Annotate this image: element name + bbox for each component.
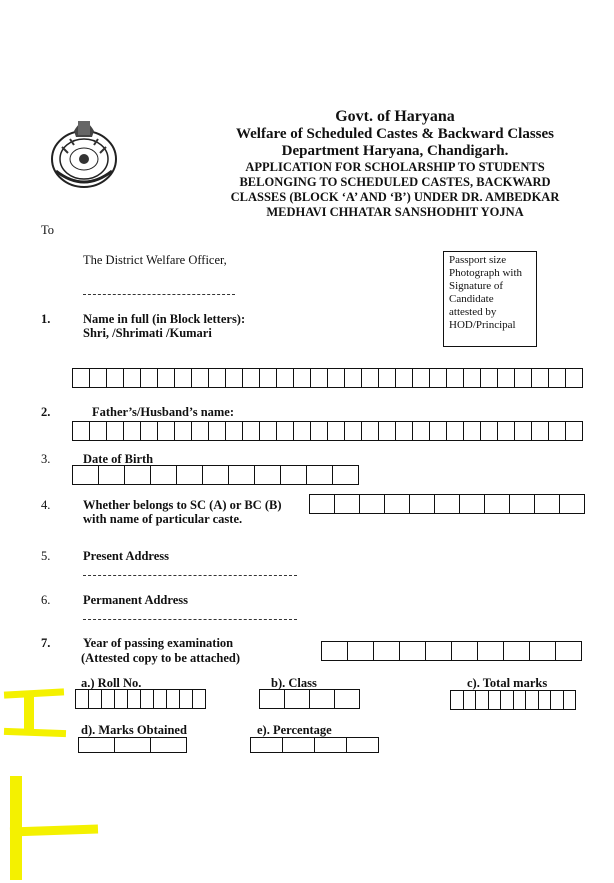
character-box[interactable]	[203, 465, 229, 485]
character-box[interactable]	[124, 368, 141, 388]
present-address-label: Present Address	[83, 549, 169, 563]
application-title-line-3: CLASSES (BLOCK ‘A’ AND ‘B’) UNDER DR. AMBEDKAR	[230, 190, 560, 204]
character-box[interactable]	[348, 641, 374, 661]
roll-no-label: a.) Roll No.	[81, 676, 142, 690]
total-marks-label: c). Total marks	[467, 676, 548, 690]
character-box[interactable]	[277, 421, 294, 441]
character-box[interactable]	[315, 737, 347, 753]
character-box[interactable]	[328, 421, 345, 441]
photo-line: Passport size	[449, 254, 507, 266]
photo-line: Signature of	[449, 280, 504, 292]
character-box[interactable]	[566, 368, 583, 388]
character-box[interactable]	[226, 368, 243, 388]
exam-year-label: Year of passing examination	[83, 636, 234, 650]
character-box[interactable]	[360, 494, 385, 514]
character-box[interactable]	[501, 690, 514, 710]
character-box[interactable]	[551, 690, 564, 710]
character-box[interactable]	[310, 494, 335, 514]
class-label: b). Class	[271, 676, 317, 690]
character-box[interactable]	[347, 737, 379, 753]
character-box[interactable]	[151, 465, 177, 485]
character-box[interactable]	[141, 368, 158, 388]
character-box[interactable]	[566, 421, 583, 441]
character-box[interactable]	[535, 494, 560, 514]
photo-line: HOD/Principal	[449, 319, 516, 331]
character-box[interactable]	[447, 368, 464, 388]
govt-title: Govt. of Haryana	[335, 108, 455, 125]
permanent-address-line[interactable]	[83, 619, 297, 620]
character-box[interactable]	[504, 641, 530, 661]
item-3-number: 3.	[41, 452, 51, 466]
dob-label: Date of Birth	[83, 452, 154, 466]
item-7-number: 7.	[41, 636, 51, 650]
character-box[interactable]	[514, 690, 527, 710]
character-box[interactable]	[192, 368, 209, 388]
character-box[interactable]	[489, 690, 502, 710]
character-box[interactable]	[485, 494, 510, 514]
character-box[interactable]	[498, 368, 515, 388]
dob-boxes[interactable]	[72, 465, 359, 485]
item-6-number: 6.	[41, 593, 51, 607]
character-box[interactable]	[260, 421, 277, 441]
item-1-number: 1.	[41, 312, 51, 326]
roll-no-boxes[interactable]	[75, 689, 206, 709]
name-label: Name in full (in Block letters):	[83, 312, 246, 326]
caste-label: Whether belongs to SC (A) or BC (B)	[83, 498, 282, 512]
marks-obtained-label: d). Marks Obtained	[81, 723, 187, 737]
character-box[interactable]	[481, 368, 498, 388]
character-box[interactable]	[124, 421, 141, 441]
character-box[interactable]	[209, 421, 226, 441]
character-box[interactable]	[294, 421, 311, 441]
character-box[interactable]	[362, 368, 379, 388]
character-box[interactable]	[322, 641, 348, 661]
photo-line: Photograph with	[449, 267, 523, 279]
character-box[interactable]	[158, 368, 175, 388]
character-box[interactable]	[539, 690, 552, 710]
dept-location: Department Haryana, Chandigarh.	[281, 143, 509, 159]
character-box[interactable]	[526, 690, 539, 710]
marks-obtained-boxes[interactable]	[78, 737, 187, 753]
character-box[interactable]	[400, 641, 426, 661]
character-box[interactable]	[335, 689, 360, 709]
character-box[interactable]	[374, 641, 400, 661]
character-box[interactable]	[460, 494, 485, 514]
character-box[interactable]	[464, 690, 477, 710]
character-box[interactable]	[560, 494, 585, 514]
character-box[interactable]	[73, 421, 90, 441]
character-box[interactable]	[532, 368, 549, 388]
character-box[interactable]	[345, 421, 362, 441]
character-box[interactable]	[243, 368, 260, 388]
character-box[interactable]	[498, 421, 515, 441]
character-box[interactable]	[549, 421, 566, 441]
character-box[interactable]	[90, 368, 107, 388]
character-box[interactable]	[478, 641, 504, 661]
character-box[interactable]	[158, 421, 175, 441]
character-box[interactable]	[362, 421, 379, 441]
character-box[interactable]	[396, 368, 413, 388]
character-box[interactable]	[209, 368, 226, 388]
character-box[interactable]	[379, 421, 396, 441]
officer-address-line[interactable]	[83, 294, 235, 295]
character-box[interactable]	[333, 465, 359, 485]
character-box[interactable]	[430, 421, 447, 441]
item-5-number: 5.	[41, 549, 51, 563]
character-box[interactable]	[151, 737, 187, 753]
character-box[interactable]	[175, 368, 192, 388]
character-box[interactable]	[464, 421, 481, 441]
character-box[interactable]	[175, 421, 192, 441]
character-box[interactable]	[530, 641, 556, 661]
character-box[interactable]	[277, 368, 294, 388]
class-boxes[interactable]	[259, 689, 360, 709]
character-box[interactable]	[379, 368, 396, 388]
character-box[interactable]	[251, 737, 283, 753]
character-box[interactable]	[310, 689, 335, 709]
character-box[interactable]	[385, 494, 410, 514]
character-box[interactable]	[73, 465, 99, 485]
percentage-boxes[interactable]	[250, 737, 379, 753]
character-box[interactable]	[99, 465, 125, 485]
present-address-line[interactable]	[83, 575, 297, 576]
highlight-mark	[4, 688, 64, 698]
haryana-emblem-icon	[48, 111, 120, 191]
character-box[interactable]	[307, 465, 333, 485]
item-2-number: 2.	[41, 405, 51, 419]
character-box[interactable]	[128, 689, 141, 709]
caste-boxes[interactable]	[309, 494, 585, 514]
character-box[interactable]	[125, 465, 151, 485]
application-title-line-4: MEDHAVI CHHATAR SANSHODHIT YOJNA	[266, 205, 524, 219]
character-box[interactable]	[141, 421, 158, 441]
photo-line: attested by	[449, 306, 497, 318]
character-box[interactable]	[426, 641, 452, 661]
character-box[interactable]	[515, 421, 532, 441]
character-box[interactable]	[260, 689, 285, 709]
total-marks-boxes[interactable]	[450, 690, 576, 710]
character-box[interactable]	[510, 494, 535, 514]
highlight-mark	[10, 824, 98, 836]
item-4-number: 4.	[41, 498, 51, 512]
exam-year-sub-label: (Attested copy to be attached)	[81, 651, 240, 665]
character-box[interactable]	[396, 421, 413, 441]
character-box[interactable]	[154, 689, 167, 709]
character-box[interactable]	[115, 689, 128, 709]
character-box[interactable]	[345, 368, 362, 388]
character-box[interactable]	[294, 368, 311, 388]
character-box[interactable]	[260, 368, 277, 388]
character-box[interactable]	[311, 368, 328, 388]
officer-label: The District Welfare Officer,	[83, 253, 227, 267]
character-box[interactable]	[430, 368, 447, 388]
character-box[interactable]	[115, 737, 151, 753]
character-box[interactable]	[107, 368, 124, 388]
character-box[interactable]	[180, 689, 193, 709]
character-box[interactable]	[328, 368, 345, 388]
application-title-line-2: BELONGING TO SCHEDULED CASTES, BACKWARD	[239, 175, 551, 189]
character-box[interactable]	[435, 494, 460, 514]
percentage-label: e). Percentage	[257, 723, 332, 737]
character-box[interactable]	[281, 465, 307, 485]
character-box[interactable]	[311, 421, 328, 441]
character-box[interactable]	[285, 689, 310, 709]
character-box[interactable]	[447, 421, 464, 441]
father-name-label: Father’s/Husband’s name:	[92, 405, 235, 419]
character-box[interactable]	[76, 689, 89, 709]
name-title-options: Shri, /Shrimati /Kumari	[83, 326, 212, 340]
character-box[interactable]	[102, 689, 115, 709]
character-box[interactable]	[193, 689, 206, 709]
character-box[interactable]	[451, 690, 464, 710]
character-box[interactable]	[564, 690, 577, 710]
character-box[interactable]	[226, 421, 243, 441]
character-box[interactable]	[549, 368, 566, 388]
photo-line: Candidate	[449, 293, 494, 305]
character-box[interactable]	[476, 690, 489, 710]
character-box[interactable]	[464, 368, 481, 388]
character-box[interactable]	[167, 689, 180, 709]
character-box[interactable]	[243, 421, 260, 441]
character-box[interactable]	[413, 368, 430, 388]
caste-sub-label: with name of particular caste.	[83, 512, 243, 526]
character-box[interactable]	[335, 494, 360, 514]
character-box[interactable]	[283, 737, 315, 753]
character-box[interactable]	[79, 737, 115, 753]
character-box[interactable]	[481, 421, 498, 441]
character-box[interactable]	[192, 421, 209, 441]
character-box[interactable]	[89, 689, 102, 709]
character-box[interactable]	[141, 689, 154, 709]
character-box[interactable]	[177, 465, 203, 485]
welfare-dept-title: Welfare of Scheduled Castes & Backward Classes	[235, 126, 555, 142]
character-box[interactable]	[90, 421, 107, 441]
father-name-boxes[interactable]	[72, 421, 583, 441]
character-box[interactable]	[532, 421, 549, 441]
character-box[interactable]	[73, 368, 90, 388]
character-box[interactable]	[452, 641, 478, 661]
character-box[interactable]	[255, 465, 281, 485]
character-box[interactable]	[515, 368, 532, 388]
character-box[interactable]	[556, 641, 582, 661]
photo-box[interactable]	[443, 251, 537, 347]
highlight-mark	[4, 728, 66, 737]
character-box[interactable]	[410, 494, 435, 514]
character-box[interactable]	[229, 465, 255, 485]
exam-year-boxes[interactable]	[321, 641, 582, 661]
application-title-line-1: APPLICATION FOR SCHOLARSHIP TO STUDENTS	[245, 160, 545, 174]
permanent-address-label: Permanent Address	[83, 593, 188, 607]
to-label: To	[41, 223, 55, 237]
name-boxes[interactable]	[72, 368, 583, 388]
character-box[interactable]	[413, 421, 430, 441]
character-box[interactable]	[107, 421, 124, 441]
